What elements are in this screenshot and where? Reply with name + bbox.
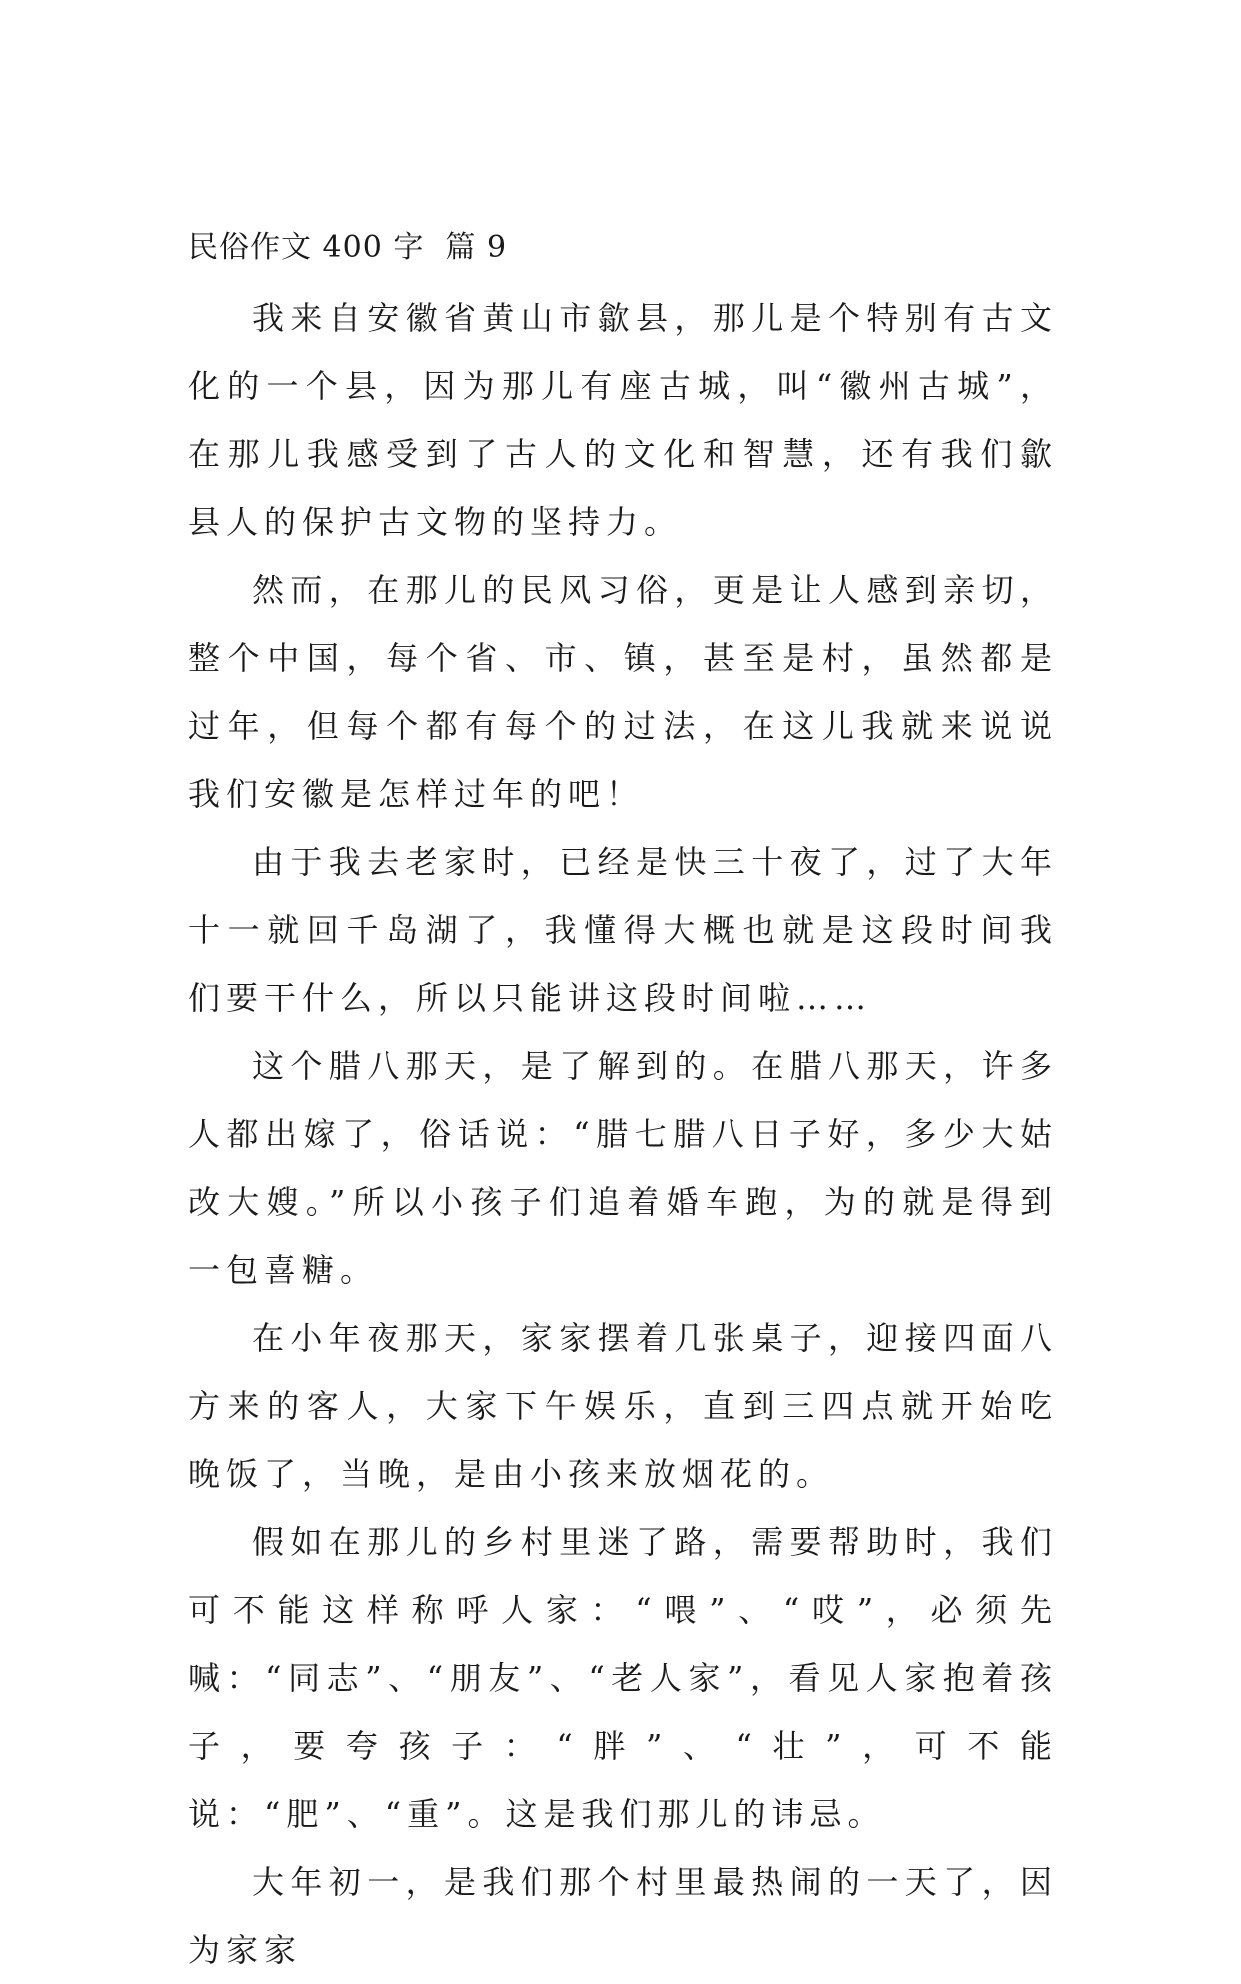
paragraph-7: 大年初一，是我们那个村里最热闹的一天了，因为家家 bbox=[188, 1863, 1058, 1969]
paragraph-4: 这个腊八那天，是了解到的。在腊八那天，许多人都出嫁了，俗话说：“腊七腊八日子好，多少大姑改大嫂。”所以小孩子们追着婚车跑，为的就是得到一包喜糖。 bbox=[188, 1047, 1058, 1289]
paragraph-3: 由于我去老家时，已经是快三十夜了，过了大年十一就回千岛湖了，我懂得大概也就是这段时间我们要干什么，所以只能讲这段时间啦…… bbox=[188, 843, 1058, 1017]
document-title: 民俗作文 400 字 篇 9 bbox=[188, 230, 508, 265]
paragraph-2: 然而，在那儿的民风习俗，更是让人感到亲切，整个中国，每个省、市、镇，甚至是村，虽然都是过年，但每个都有每个的过法，在这儿我就来说说我们安徽是怎样过年的吧！ bbox=[188, 571, 1058, 813]
paragraph-5: 在小年夜那天，家家摆着几张桌子，迎接四面八方来的客人，大家下午娱乐，直到三四点就开始吃晚饭了，当晚，是由小孩来放烟花的。 bbox=[188, 1319, 1058, 1493]
paragraph-6: 假如在那儿的乡村里迷了路，需要帮助时，我们可不能这样称呼人家：“喂”、“哎”，必须先喊：“同志”、“朋友”、“老人家”，看见人家抱着孩子，要夸孩子：“胖”、“壮”，可不能说：“肥”、“重”。这是我们那儿的讳忌。 bbox=[188, 1523, 1058, 1833]
document-page bbox=[188, 222, 1058, 1984]
paragraph-1: 我来自安徽省黄山市歙县，那儿是个特别有古文化的一个县，因为那儿有座古城，叫“徽州古城”，在那儿我感受到了古人的文化和智慧，还有我们歙县人的保护古文物的坚持力。 bbox=[188, 299, 1058, 541]
